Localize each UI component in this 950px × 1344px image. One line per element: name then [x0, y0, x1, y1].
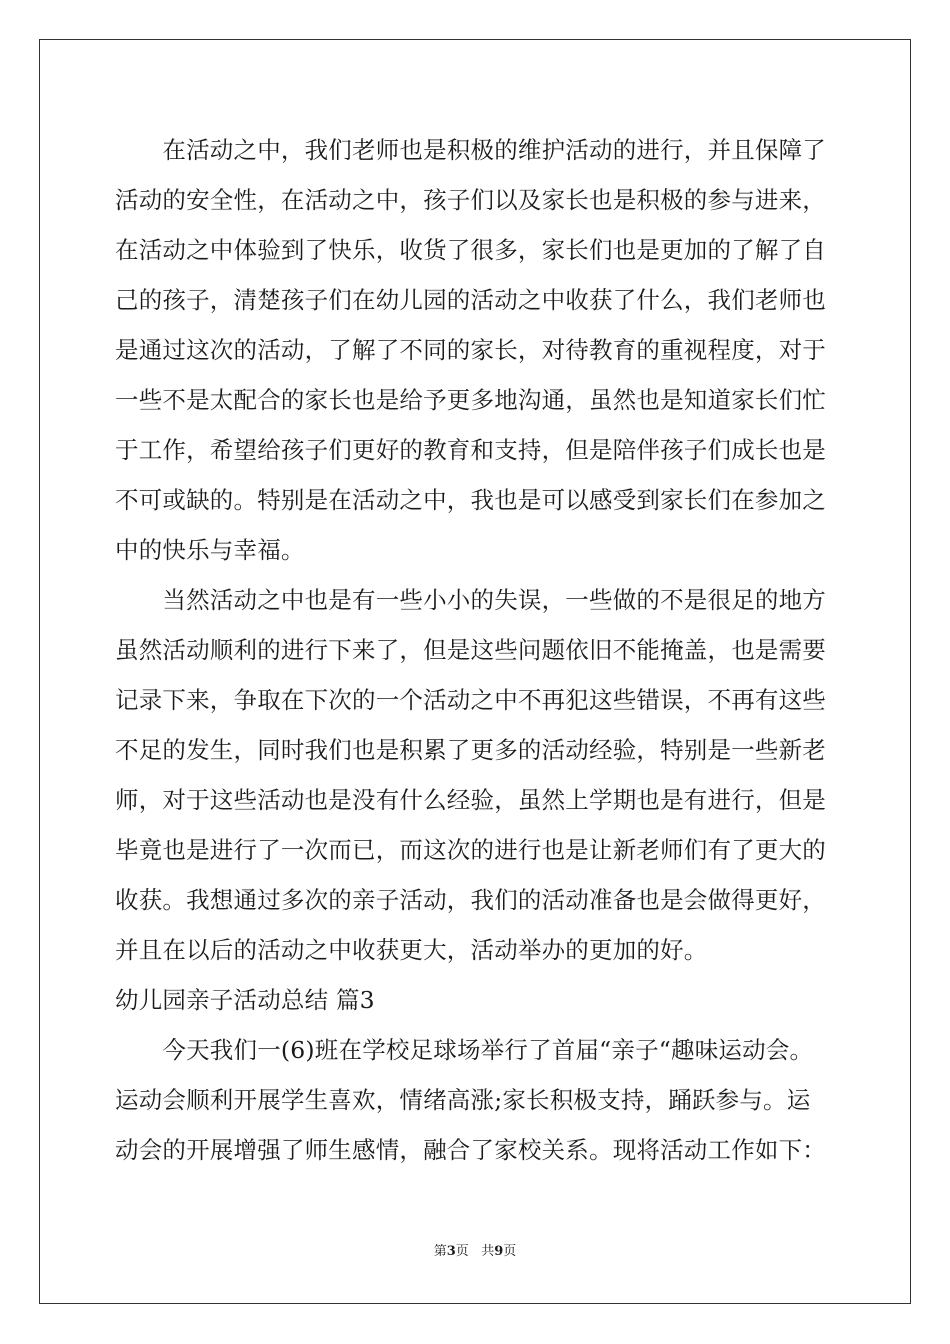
page-border — [39, 39, 911, 1304]
paragraph-1-line: 己的孩子，清楚孩子们在幼儿园的活动之中收获了什么，我们老师也 — [115, 286, 826, 314]
paragraph-2-line: 记录下来，争取在下次的一个活动之中不再犯这些错误，不再有这些 — [115, 686, 826, 714]
paragraph-3-line: 运动会顺利开展学生喜欢，情绪高涨;家长积极支持，踊跃参与。运 — [115, 1086, 811, 1114]
total-prefix: 共 — [481, 1244, 495, 1259]
paragraph-1-line: 中的快乐与幸福。 — [115, 536, 305, 564]
paragraph-2-line: 并且在以后的活动之中收获更大，活动举办的更加的好。 — [115, 936, 708, 964]
paragraph-1-line: 一些不是太配合的家长也是给予更多地沟通，虽然也是知道家长们忙 — [115, 386, 826, 414]
paragraph-1-line: 是通过这次的活动，了解了不同的家长，对待教育的重视程度，对于 — [115, 336, 826, 364]
paragraph-2-line: 当然活动之中也是有一些小小的失误，一些做的不是很足的地方 — [115, 586, 826, 614]
paragraph-2-line: 毕竟也是进行了一次而已，而这次的进行也是让新老师们有了更大的 — [115, 836, 826, 864]
paragraph-2-line: 收获。我想通过多次的亲子活动，我们的活动准备也是会做得更好， — [115, 886, 826, 914]
paragraph-2-line: 不足的发生，同时我们也是积累了更多的活动经验，特别是一些新老 — [115, 736, 826, 764]
paragraph-3-line: 今天我们一(6)班在学校足球场举行了首届“亲子“趣味运动会。 — [115, 1036, 814, 1064]
paragraph-3-line: 动会的开展增强了师生感情，融合了家校关系。现将活动工作如下： — [115, 1136, 826, 1164]
current-page-number: 3 — [446, 1244, 456, 1259]
paragraph-1-line: 不可或缺的。特别是在活动之中，我也是可以感受到家长们在参加之 — [115, 486, 826, 514]
total-pages-number: 9 — [494, 1244, 504, 1259]
page-suffix: 页 — [455, 1244, 469, 1259]
paragraph-1-line: 在活动之中，我们老师也是积极的维护活动的进行，并且保障了 — [115, 136, 826, 164]
paragraph-2-line: 师，对于这些活动也是没有什么经验，虽然上学期也是有进行，但是 — [115, 786, 826, 814]
page-footer — [0, 1245, 950, 1258]
section-heading: 幼儿园亲子活动总结 篇3 — [115, 986, 375, 1014]
paragraph-1-line: 在活动之中体验到了快乐，收货了很多，家长们也是更加的了解了自 — [115, 236, 826, 264]
paragraph-1-line: 活动的安全性，在活动之中，孩子们以及家长也是积极的参与进来， — [115, 186, 826, 214]
page-prefix: 第 — [433, 1244, 447, 1259]
total-suffix: 页 — [503, 1244, 517, 1259]
paragraph-1-line: 于工作，希望给孩子们更好的教育和支持，但是陪伴孩子们成长也是 — [115, 436, 826, 464]
paragraph-2-line: 虽然活动顺利的进行下来了，但是这些问题依旧不能掩盖，也是需要 — [115, 636, 826, 664]
